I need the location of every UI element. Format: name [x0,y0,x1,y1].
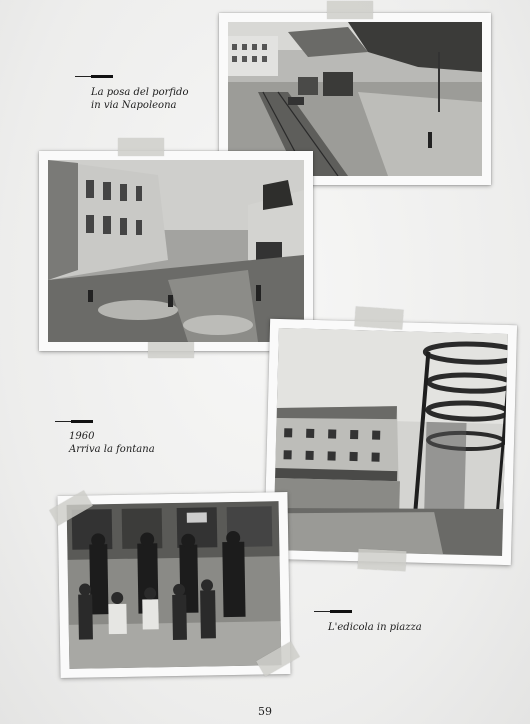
caption-rule [75,75,113,77]
caption-rule [55,420,93,422]
photo-newsstand [57,492,290,678]
caption-edicola [328,621,422,634]
caption-line: L'edicola in piazza [328,622,422,633]
tape [354,306,403,329]
caption-line: in via Napoleona [91,100,177,111]
photo-fountain [264,319,517,565]
caption-fontana [69,430,155,456]
caption-line: Arriva la fontana [69,444,155,455]
page-number: 59 [258,705,272,718]
tape [118,138,164,156]
tape [327,1,373,19]
caption-line: La posa del porfido [91,87,189,98]
caption-year: 1960 [69,431,95,442]
tape [358,549,407,571]
caption-rule [314,610,352,612]
photo-image [67,501,282,669]
tape [148,342,194,358]
caption-porfido [91,86,188,112]
photo-image [48,160,304,342]
photo-image [273,328,508,556]
